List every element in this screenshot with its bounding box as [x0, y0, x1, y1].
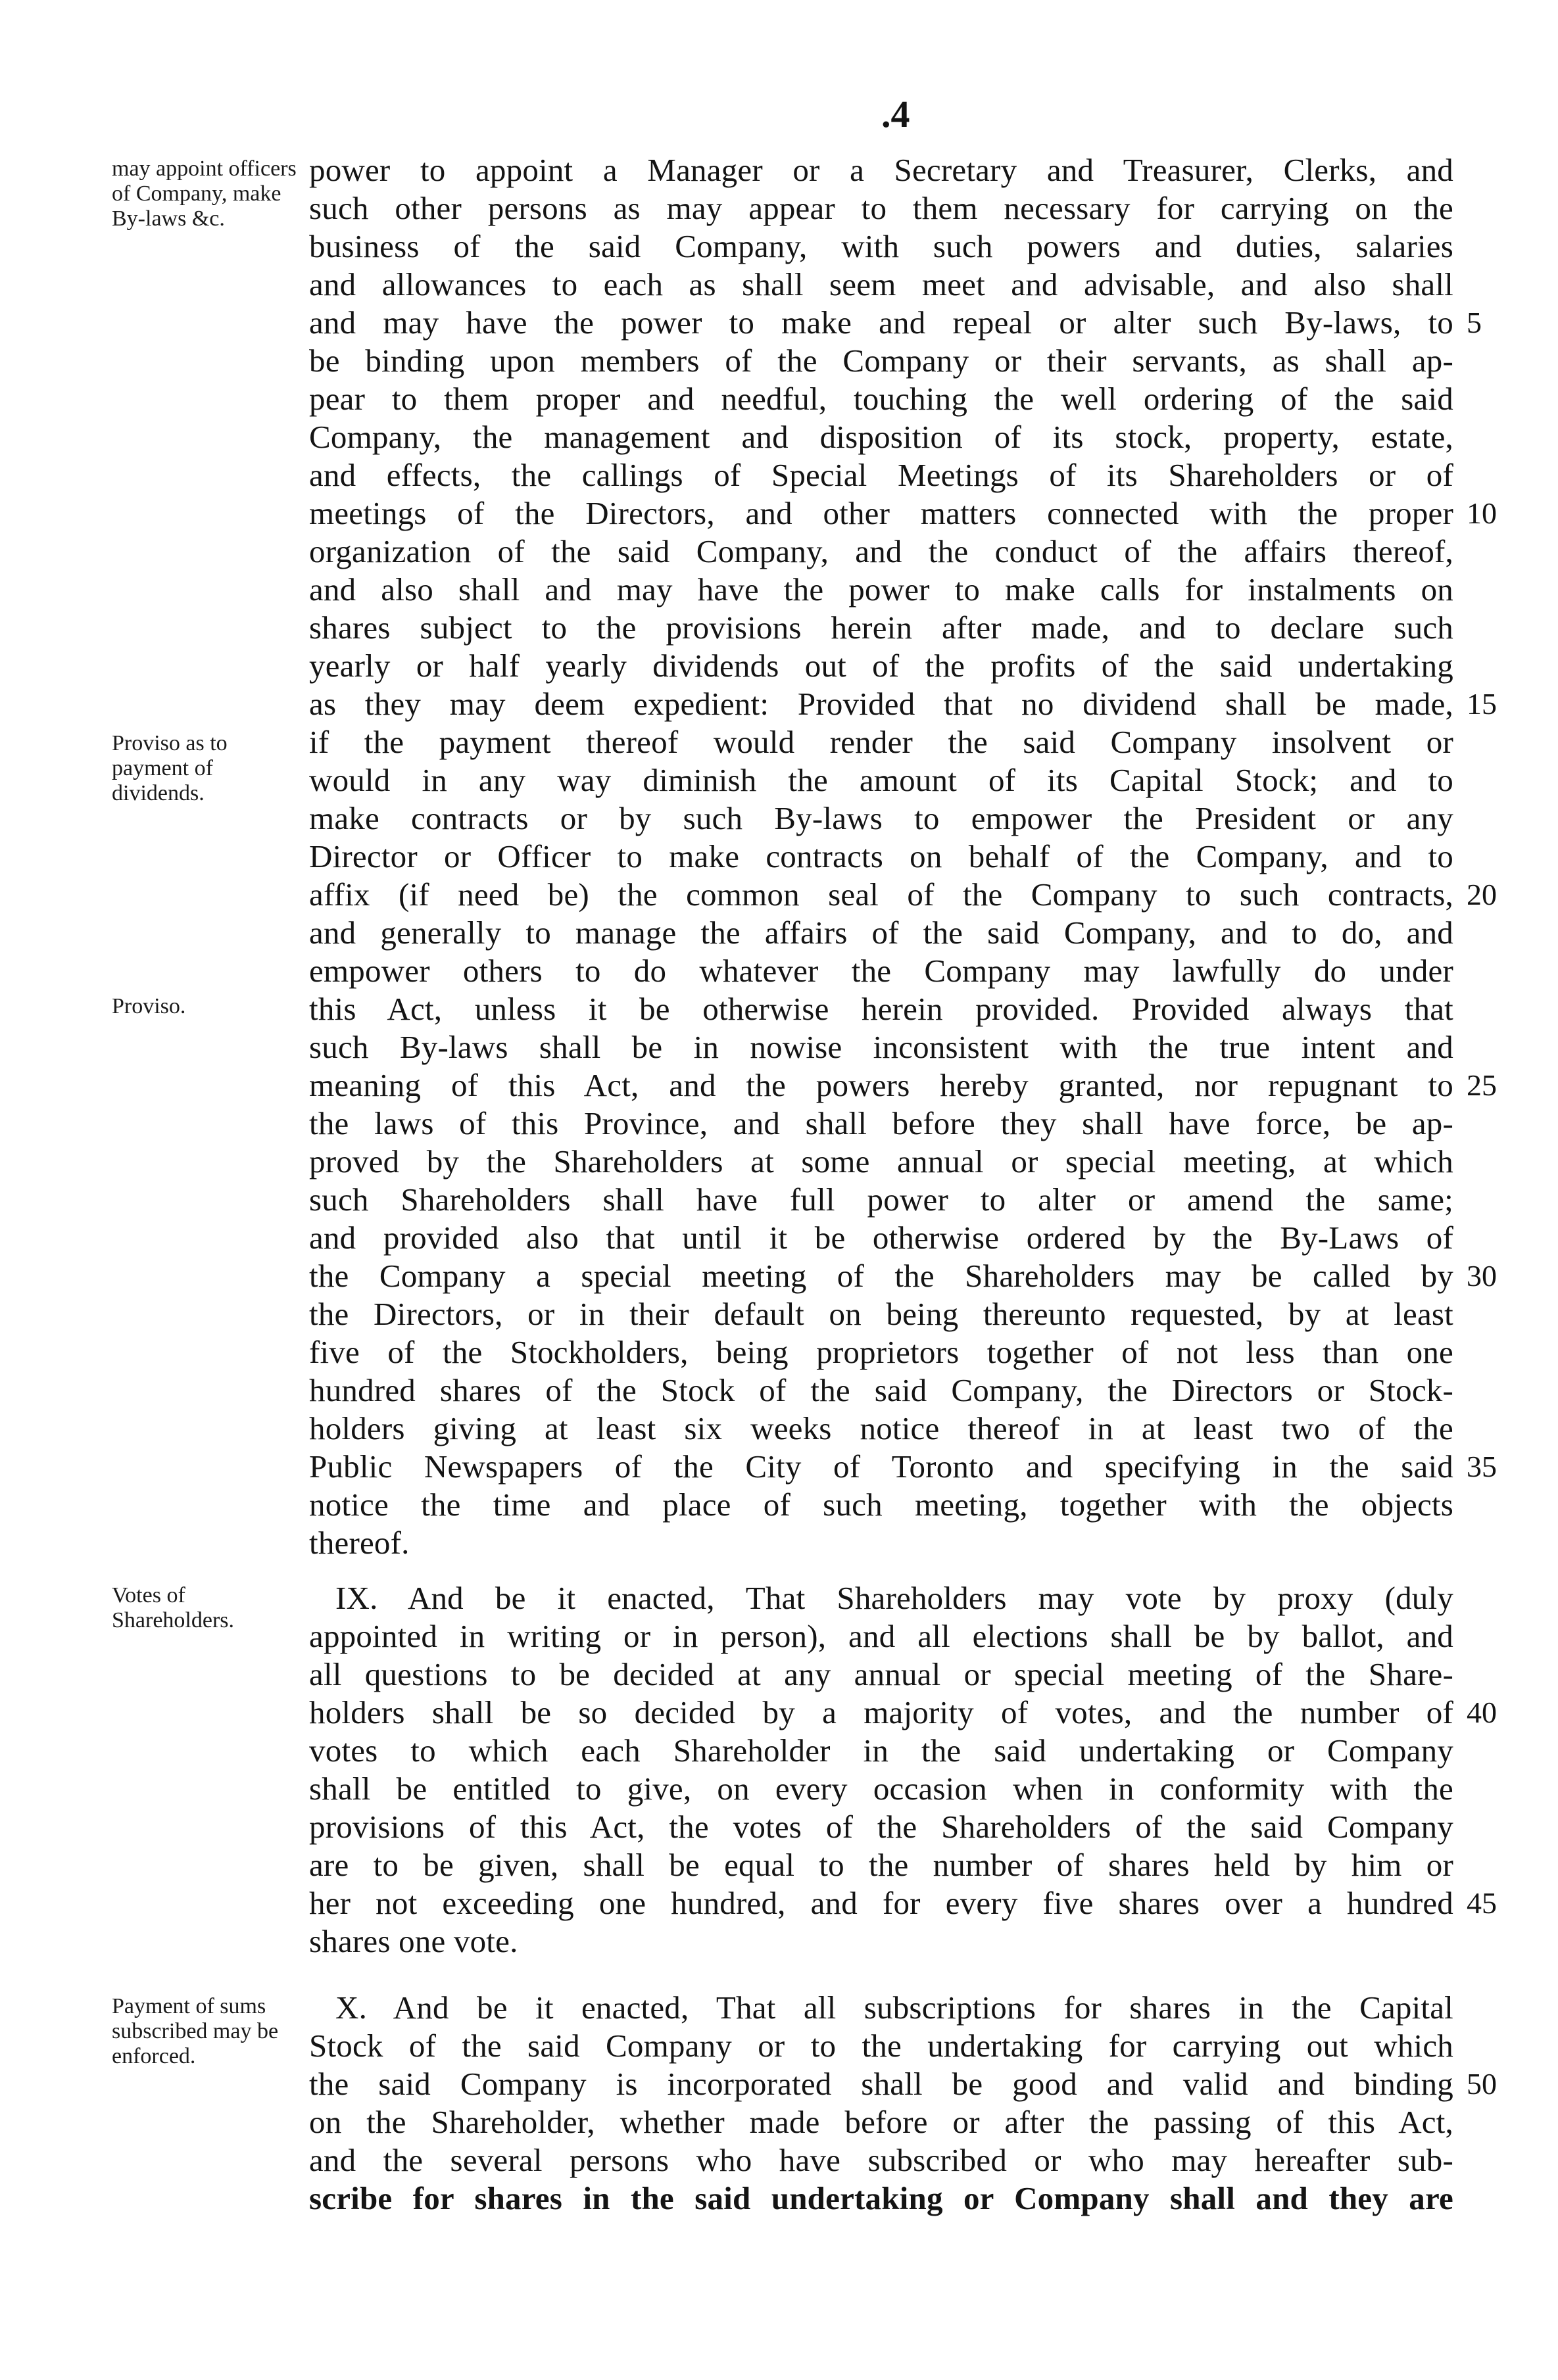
body-line: would in any way diminish the amount of its Capital Stock; and to — [309, 762, 1453, 798]
body-line: affix (if need be) the common seal of the Company to such contracts, — [309, 876, 1453, 913]
body-line: hundred shares of the Stock of the said Company, the Directors or Stock- — [309, 1372, 1453, 1408]
body-line: shall be entitled to give, on every occasion when in conformity with the — [309, 1771, 1453, 1807]
margin-note-votes: Votes of Shareholders. — [112, 1583, 235, 1632]
body-line: all questions to be decided at any annual or special meeting of the Share- — [309, 1656, 1453, 1692]
body-line: notice the time and place of such meeting, together with the objects — [309, 1487, 1453, 1523]
body-line: and allowances to each as shall seem meet and advisable, and also shall — [309, 266, 1453, 302]
line-number: 40 — [1467, 1696, 1497, 1729]
body-line: make contracts or by such By-laws to empower the President or any — [309, 800, 1453, 836]
body-line: and generally to manage the affairs of the said Company, and to do, and — [309, 915, 1453, 951]
body-line: as they may deem expedient: Provided that no dividend shall be made, — [309, 686, 1453, 722]
body-line: holders shall be so decided by a majority of votes, and the number of — [309, 1694, 1453, 1730]
body-line: provisions of this Act, the votes of the Shareholders of the said Company — [309, 1809, 1453, 1845]
body-line: shares one vote. — [309, 1923, 518, 1959]
body-line: IX. And be it enacted, That Shareholders may vote by proxy (duly — [335, 1580, 1453, 1616]
body-line: and effects, the callings of Special Meetings of its Shareholders or of — [309, 457, 1453, 493]
line-number: 25 — [1467, 1068, 1497, 1102]
body-line: Company, the management and disposition of its stock, property, estate, — [309, 419, 1453, 455]
body-line: thereof. — [309, 1525, 410, 1561]
line-number: 20 — [1467, 878, 1497, 911]
body-line: the Company a special meeting of the Shareholders may be called by — [309, 1258, 1453, 1294]
body-line: appointed in writing or in person), and all elections shall be by ballot, and — [309, 1618, 1453, 1654]
body-line: such By-laws shall be in nowise inconsistent with the true intent and — [309, 1029, 1453, 1065]
body-line: yearly or half yearly dividends out of the profits of the said undertaking — [309, 648, 1453, 684]
body-line: the said Company is incorporated shall be good and valid and binding — [309, 2066, 1453, 2102]
body-line: and also shall and may have the power to make calls for instalments on — [309, 571, 1453, 607]
body-line: Public Newspapers of the City of Toronto and specifying in the said — [309, 1448, 1453, 1485]
line-number: 50 — [1467, 2067, 1497, 2101]
margin-note-proviso-dividends: Proviso as to payment of dividends. — [112, 731, 228, 805]
margin-note-officers: may appoint officers of Company, make By-laws &c. — [112, 156, 297, 231]
body-line: such other persons as may appear to them necessary for carrying on the — [309, 190, 1453, 226]
margin-note-proviso: Proviso. — [112, 994, 186, 1018]
body-line: the laws of this Province, and shall before they shall have force, be ap- — [309, 1105, 1453, 1141]
body-line: five of the Stockholders, being proprietors together of not less than one — [309, 1334, 1453, 1370]
body-line: and may have the power to make and repeal or alter such By-laws, to — [309, 304, 1453, 341]
body-line: empower others to do whatever the Company may lawfully do under — [309, 953, 1453, 989]
body-line: this Act, unless it be otherwise herein provided. Provided always that — [309, 991, 1453, 1027]
line-number: 15 — [1467, 687, 1497, 721]
body-line: and provided also that until it be otherwise ordered by the By-Laws of — [309, 1220, 1453, 1256]
body-line: Stock of the said Company or to the undertaking for carrying out which — [309, 2028, 1453, 2064]
body-line: if the payment thereof would render the said Company insolvent or — [309, 724, 1453, 760]
line-number: 5 — [1467, 306, 1482, 339]
body-line: organization of the said Company, and the conduct of the affairs thereof, — [309, 533, 1453, 569]
body-line: such Shareholders shall have full power to alter or amend the same; — [309, 1181, 1453, 1218]
body-line: pear to them proper and needful, touching the well ordering of the said — [309, 381, 1453, 417]
body-line: proved by the Shareholders at some annual or special meeting, at which — [309, 1143, 1453, 1179]
body-line: shares subject to the provisions herein after made, and to declare such — [309, 609, 1453, 646]
margin-note-payment: Payment of sums subscribed may be enforced. — [112, 1994, 279, 2068]
body-line: her not exceeding one hundred, and for every five shares over a hundred — [309, 1885, 1453, 1921]
line-number: 45 — [1467, 1886, 1497, 1920]
body-line: business of the said Company, with such powers and duties, salaries — [309, 228, 1453, 264]
line-number: 10 — [1467, 496, 1497, 530]
body-line: power to appoint a Manager or a Secretary and Treasurer, Clerks, and — [309, 152, 1453, 188]
body-line: are to be given, shall be equal to the number of shares held by him or — [309, 1847, 1453, 1883]
body-line: meaning of this Act, and the powers hereby granted, nor repugnant to — [309, 1067, 1453, 1103]
body-line: Director or Officer to make contracts on behalf of the Company, and to — [309, 838, 1453, 874]
page-number: .4 — [881, 93, 910, 135]
body-line: scribe for shares in the said undertaking or Company shall and they are — [309, 2180, 1453, 2216]
body-line: the Directors, or in their default on being thereunto requested, by at least — [309, 1296, 1453, 1332]
body-line: meetings of the Directors, and other matters connected with the proper — [309, 495, 1453, 531]
body-line: on the Shareholder, whether made before or after the passing of this Act, — [309, 2104, 1453, 2140]
body-line: X. And be it enacted, That all subscriptions for shares in the Capital — [335, 1989, 1453, 2026]
body-line: be binding upon members of the Company or their servants, as shall ap- — [309, 343, 1453, 379]
body-line: and the several persons who have subscribed or who may hereafter sub- — [309, 2142, 1453, 2178]
body-line: holders giving at least six weeks notice thereof in at least two of the — [309, 1410, 1453, 1446]
line-number: 30 — [1467, 1259, 1497, 1293]
body-line: votes to which each Shareholder in the said undertaking or Company — [309, 1732, 1453, 1769]
line-number: 35 — [1467, 1450, 1497, 1483]
